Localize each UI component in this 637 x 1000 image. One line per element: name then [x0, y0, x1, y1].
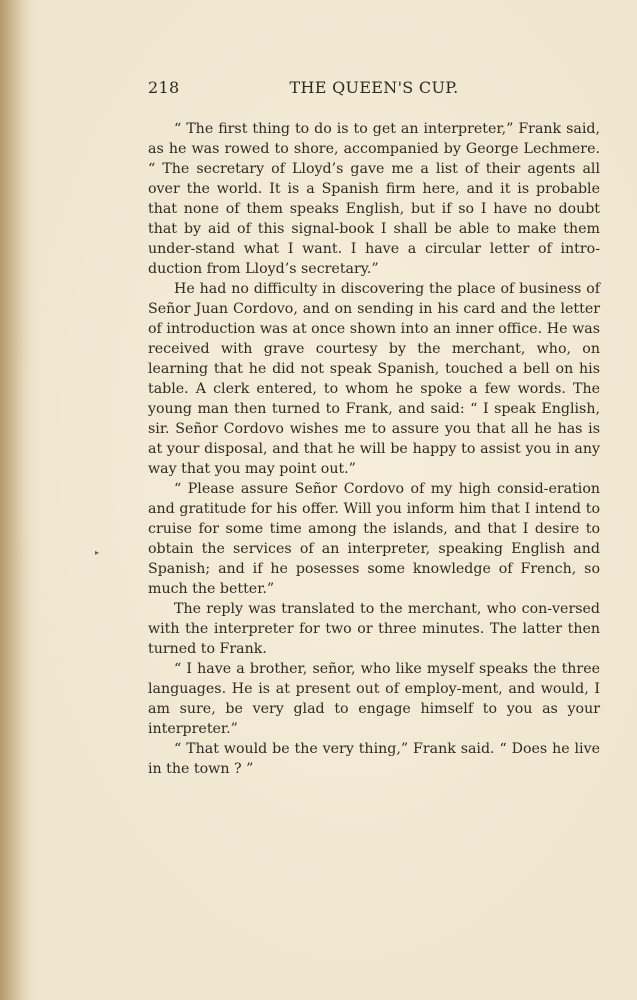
spine-shadow [0, 0, 30, 1000]
paragraph-6: “ That would be the very thing,” Frank said. “ Does he live in the town ? ” [148, 741, 600, 777]
paragraph-4: The reply was translated to the merchant, who con-versed with the interpreter for two or three minutes. The latter then turned to Frank. [148, 601, 600, 657]
paragraph-3: “ Please assure Señor Cordovo of my high consid-eration and gratitude for his offer. Will you inform him that I intend to cruise for some time among the islands, and that I desire to obtain the services of an interpreter, speaking English and Spanish; and if he posesses some knowledge of French, so much the better.” [148, 481, 600, 597]
paragraph-1: “ The first thing to do is to get an interpreter,” Frank said, as he was rowed to shore, accompanied by George Lechmere. “ The secretary of Lloyd’s gave me a list of their agents all over the world. It is a Spanish firm here, and it is probable that none of them speaks English, but if so I have no doubt that by aid of this signal-book I shall be able to make them under-stand what I want. I have a circular letter of intro-duction from Lloyd’s secretary.” [148, 121, 600, 277]
body-text [148, 119, 600, 779]
margin-mark: ▸ [95, 548, 100, 557]
paragraph-5: “ I have a brother, señor, who like myself speaks the three languages. He is at present out of employ-ment, and would, I am sure, be very glad to engage himself to you as your interpreter.” [148, 661, 600, 737]
running-title: THE QUEEN'S CUP. [289, 78, 459, 97]
paragraph-2: He had no difficulty in discovering the place of business of Señor Juan Cordovo, and on sending in his card and the letter of introduction was at once shown into an inner office. He was received with grave courtesy by the merchant, who, on learning that he did not speak Spanish, touched a bell on his table. A clerk entered, to whom he spoke a few words. The young man then turned to Frank, and said: “ I speak English, sir. Señor Cordovo wishes me to assure you that all he has is at your disposal, and that he will be happy to assist you in any way that you may point out.” [148, 281, 600, 477]
page-number: 218 [148, 78, 180, 97]
page-header [148, 78, 600, 102]
